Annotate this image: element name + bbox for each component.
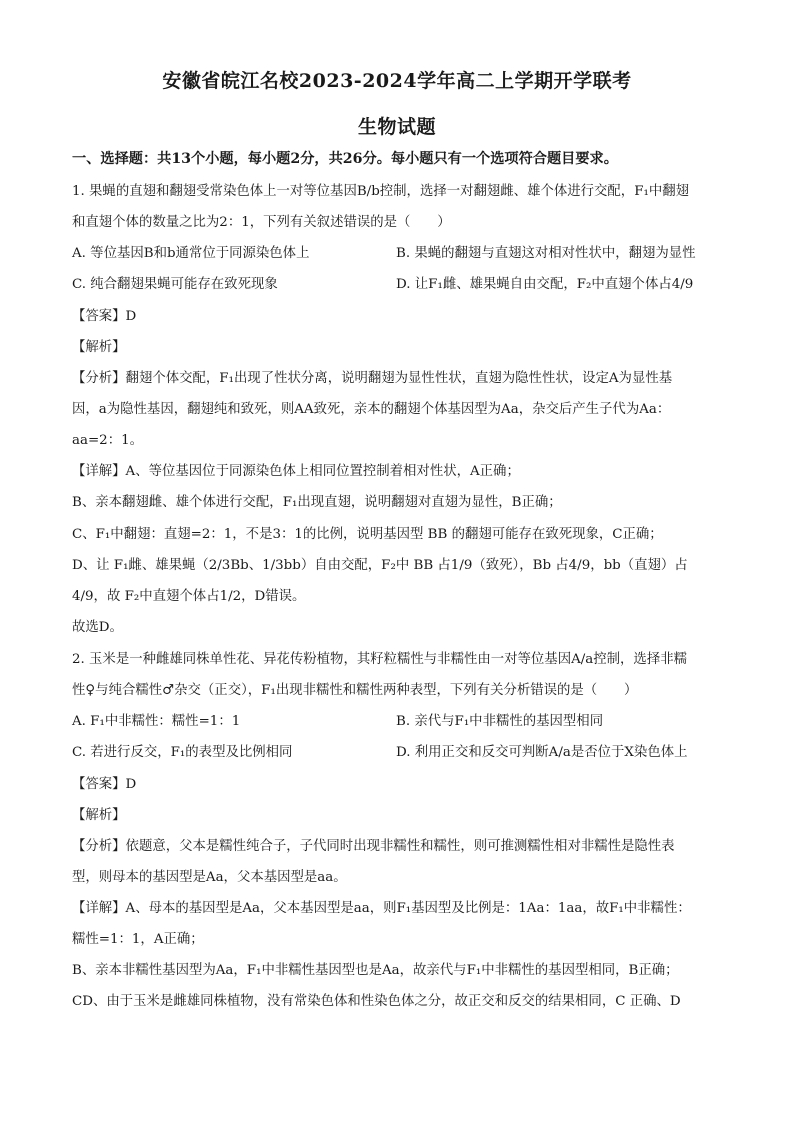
q2-option-b: B. 亲代与F₁中非糯性的基因型相同 xyxy=(396,714,604,729)
q1-answer: 【答案】D xyxy=(72,309,137,324)
document-subtitle: 生物试题 xyxy=(357,116,436,138)
q1-stem-line-2: 和直翅个体的数量之比为2：1，下列有关叙述错误的是（ ） xyxy=(72,215,451,230)
q1-analysis-line-1: 【分析】翻翅个体交配，F₁出现了性状分离，说明翻翅为显性性状，直翅为隐性性状，设定A为显性基 xyxy=(72,371,673,386)
q1-detail-line-2: B、亲本翻翅雌、雄个体进行交配，F₁出现直翅，说明翻翅对直翅为显性，B正确； xyxy=(72,495,562,510)
document-title: 安徽省皖江名校2023-2024学年高二上学期开学联考 xyxy=(162,70,632,92)
q1-option-a: A. 等位基因B和b通常位于同源染色体上 xyxy=(72,246,310,261)
q2-answer: 【答案】D xyxy=(72,777,137,792)
q2-detail-line-1: 【详解】A、母本的基因型是Aa，父本基因型是aa，则F₁基因型及比例是：1Aa：1aa，故F₁中非糯性： xyxy=(72,901,691,916)
q2-analysis-label: 【解析】 xyxy=(72,808,126,823)
q1-detail-line-3: C、F₁中翻翅：直翅=2：1，不是3：1的比例，说明基因型 BB 的翻翅可能存在致死现象，C正确； xyxy=(72,527,663,542)
q2-detail-line-2: 糯性=1：1，A正确； xyxy=(72,932,204,947)
q2-option-d: D. 利用正交和反交可判断A/a是否位于X染色体上 xyxy=(396,745,688,760)
q2-option-a: A. F₁中非糯性：糯性=1：1 xyxy=(72,714,241,729)
q2-stem-line-2: 性♀与纯合糯性♂杂交（正交），F₁出现非糯性和糯性两种表型，下列有关分析错误的是（ ） xyxy=(72,683,638,698)
q1-analysis-label: 【解析】 xyxy=(72,340,126,355)
q2-option-c: C. 若进行反交，F₁的表型及比例相同 xyxy=(72,745,293,760)
q2-analysis-line-1: 【分析】依题意，父本是糯性纯合子，子代同时出现非糯性和糯性，则可推测糯性相对非糯性是隐性表 xyxy=(72,839,675,854)
q1-analysis-line-2: 因，a为隐性基因，翻翅纯和致死，则AA致死，亲本的翻翅个体基因型为Aa，杂交后产生子代为Aa： xyxy=(72,402,671,417)
q1-detail-line-4: D、让 F₁雌、雄果蝇（2/3Bb、1/3bb）自由交配，F₂中 BB 占1/9（致死），Bb 占4/9，bb（直翅）占 xyxy=(72,558,688,573)
q2-detail-line-4: CD、由于玉米是雌雄同株植物，没有常染色体和性染色体之分，故正交和反交的结果相同，C 正确、D xyxy=(72,994,681,1009)
q1-detail-line-1: 【详解】A、等位基因位于同源染色体上相同位置控制着相对性状，A正确； xyxy=(72,464,520,479)
q1-detail-line-5: 4/9，故 F₂中直翅个体占1/2，D错误。 xyxy=(72,589,306,604)
q1-option-c: C. 纯合翻翅果蝇可能存在致死现象 xyxy=(72,277,278,292)
q2-analysis-line-2: 型，则母本的基因型是Aa，父本基因型是aa。 xyxy=(72,870,347,885)
q1-analysis-line-3: aa=2：1。 xyxy=(72,433,144,448)
q2-stem-line-1: 2. 玉米是一种雌雄同株单性花、异花传粉植物，其籽粒糯性与非糯性由一对等位基因A/a控制，选择非糯 xyxy=(72,652,687,667)
q1-conclusion: 故选D。 xyxy=(72,620,123,635)
q1-option-d: D. 让F₁雌、雄果蝇自由交配，F₂中直翅个体占4/9 xyxy=(396,277,694,292)
q2-detail-line-3: B、亲本非糯性基因型为Aa，F₁中非糯性基因型也是Aa，故亲代与F₁中非糯性的基因型相同，B正确； xyxy=(72,963,679,978)
q1-option-b: B. 果蝇的翻翅与直翅这对相对性状中，翻翅为显性 xyxy=(396,246,696,261)
section-heading: 一、选择题：共13个小题，每小题2分，共26分。每小题只有一个选项符合题目要求。 xyxy=(72,151,618,167)
q1-stem-line-1: 1. 果蝇的直翅和翻翅受常染色体上一对等位基因B/b控制，选择一对翻翅雌、雄个体进行交配，F₁中翻翅 xyxy=(72,184,690,199)
